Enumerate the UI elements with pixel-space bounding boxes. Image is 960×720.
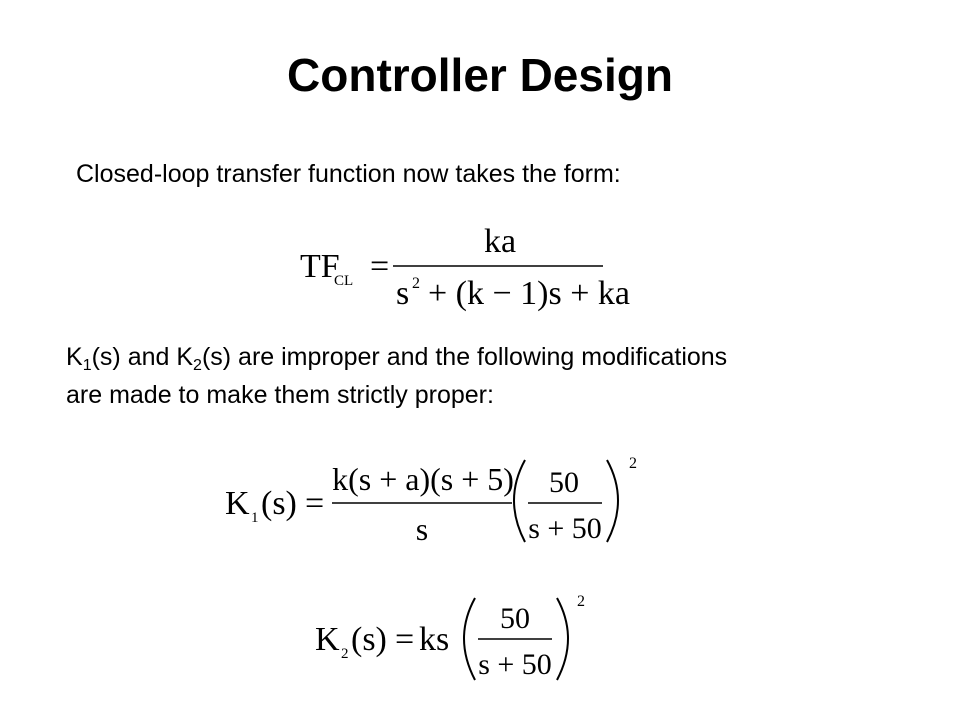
tf-den-rest: + (k − 1)s + ka: [428, 275, 630, 312]
k2-lhs-arg: (s): [351, 621, 387, 658]
k1-left-paren: [514, 460, 525, 542]
tf-den-pow: 2: [412, 275, 420, 292]
k1-denominator: s: [415, 511, 429, 547]
k2-coef: ks: [419, 621, 450, 658]
k1-lhs-arg: (s): [261, 485, 297, 522]
k2-inner-denominator: s + 50: [478, 648, 552, 681]
modification-line-2: are made to make them strictly proper:: [66, 381, 494, 409]
k2-lhs-sub: 2: [341, 646, 349, 662]
tf-equation: [290, 222, 630, 317]
k1-numerator: k(s + a)(s + 5): [332, 461, 514, 497]
k1-right-paren: [607, 460, 618, 542]
k2-equation: [315, 592, 605, 697]
k2-lhs: K: [315, 621, 340, 658]
k1-power: 2: [629, 455, 637, 472]
tf-equals: =: [370, 248, 390, 285]
k2-equals: =: [395, 621, 415, 658]
tf-lhs-sub: CL: [334, 273, 354, 289]
tf-numerator: ka: [483, 223, 517, 260]
k1-equation: [225, 452, 665, 557]
k2-power: 2: [577, 593, 585, 610]
tf-den-s: s: [396, 275, 410, 312]
k2-inner-numerator: 50: [500, 602, 530, 635]
k1-equals: =: [305, 485, 325, 522]
tf-lhs: TF: [300, 248, 340, 285]
k1-inner-numerator: 50: [549, 466, 579, 499]
modification-line-1: $K_1(s)$ and $K_2(s)$ are improper and the following modifications: [66, 343, 728, 374]
intro-text: Closed-loop transfer function now takes the form:: [76, 160, 621, 188]
slide-title: Controller Design: [287, 49, 673, 101]
k2-left-paren: [464, 598, 475, 680]
k1-lhs-sub: 1: [251, 510, 259, 526]
modification-text: [66, 340, 727, 412]
k2-right-paren: [557, 598, 568, 680]
k1-inner-denominator: s + 50: [528, 512, 602, 545]
k1-lhs: K: [225, 485, 250, 522]
